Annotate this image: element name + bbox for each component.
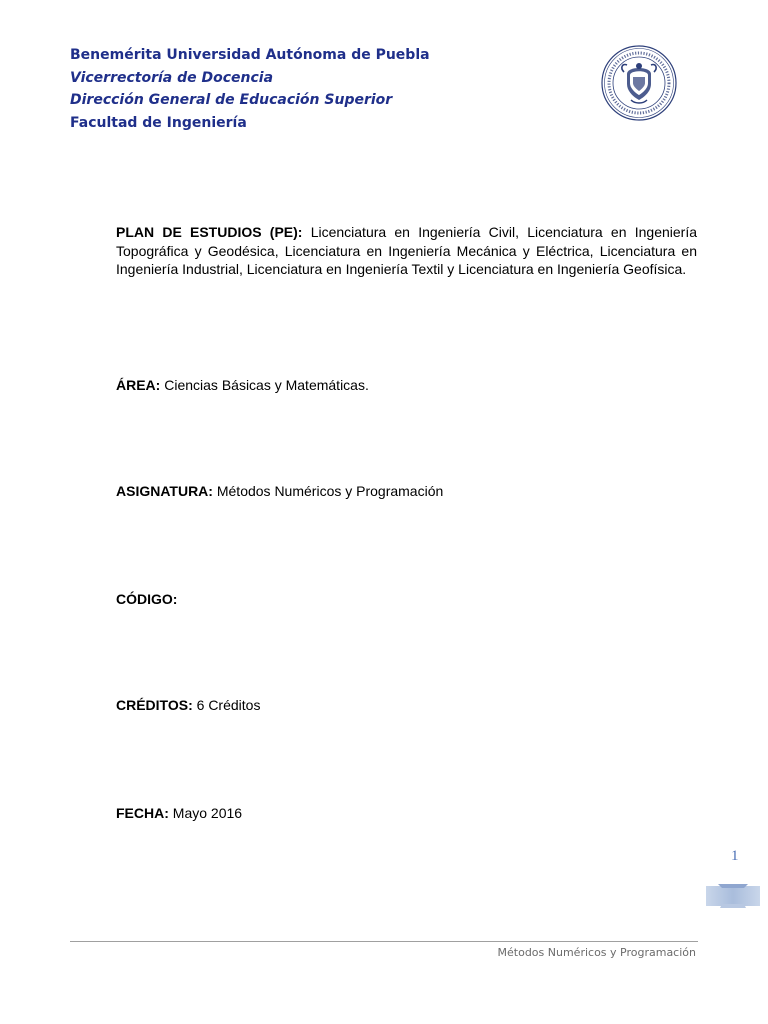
asignatura-label: ASIGNATURA:: [116, 483, 213, 499]
page-tab-icon: [704, 882, 762, 910]
area-value: Ciencias Básicas y Matemáticas.: [164, 377, 369, 393]
fecha-label: FECHA:: [116, 805, 169, 821]
plan-de-estudios-label: PLAN DE ESTUDIOS (PE):: [116, 224, 303, 240]
facultad-name: Facultad de Ingeniería: [70, 114, 247, 131]
codigo-label: CÓDIGO:: [116, 591, 178, 607]
fecha-value: Mayo 2016: [172, 805, 243, 821]
footer-divider: [70, 941, 698, 942]
creditos-label: CRÉDITOS:: [116, 697, 193, 713]
page-number: 1: [731, 848, 739, 864]
university-name: Benemérita Universidad Autónoma de Puebla: [70, 47, 430, 63]
direccion-name: Dirección General de Educación Superior: [70, 92, 393, 108]
footer-title: Métodos Numéricos y Programación: [497, 946, 696, 959]
asignatura-value: Métodos Numéricos y Programación: [216, 483, 444, 499]
creditos-value: 6 Créditos: [196, 697, 261, 713]
creditos-field: [116, 696, 697, 715]
vicerrectoria-name: Vicerrectoría de Docencia: [70, 69, 274, 86]
plan-de-estudios-value: Licenciatura en Ingeniería Civil, Licenciatura en Ingeniería Topográfica y Geodésica, Licenciatura en Ingeniería Mecánica y Eléctrica, Licenciatura en Ingeniería Industrial, Licenciatura en Ingeniería Textil y Licenciatura en Ingeniería Geofísica.: [116, 224, 697, 277]
fecha-field: [116, 804, 697, 823]
plan-de-estudios-field: [116, 223, 697, 279]
area-label: ÁREA:: [116, 377, 161, 393]
document-header: [70, 44, 630, 134]
asignatura-field: [116, 482, 697, 501]
codigo-field: [116, 590, 697, 609]
university-seal-icon: [600, 44, 678, 122]
area-field: [116, 376, 697, 395]
